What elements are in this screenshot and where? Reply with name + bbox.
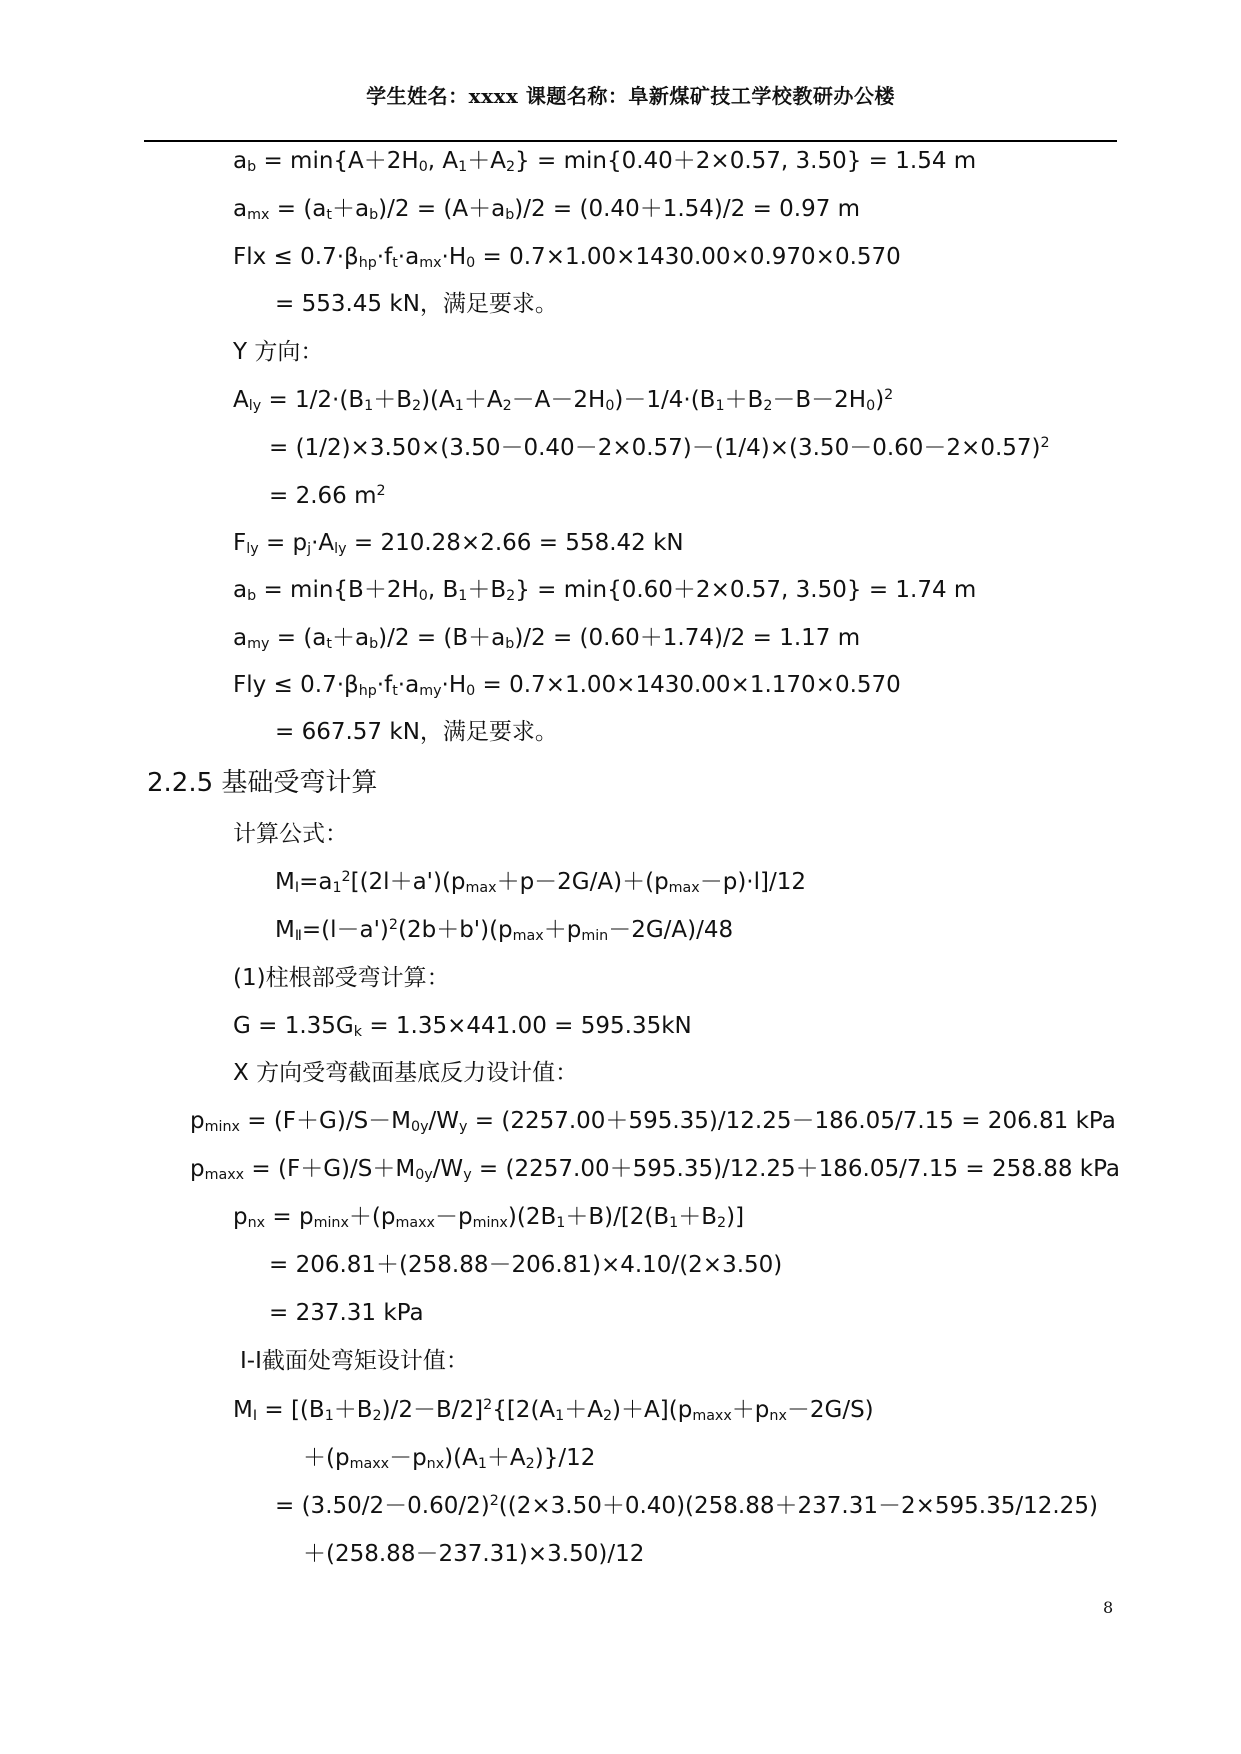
formula-line: $p_{minx} = (F+G)/S-M_{0y}/W_y = (2257.00+595.35)/12.25-186.05/7.15 = 206.81$ kPa: [190, 1108, 1116, 1136]
formula-line: $a_b = \min\{B+2H_0$, $B_1+B_2\} = \min\{0.60+2\times 0.57$, 3.50} = 1.74 m: [233, 577, 977, 605]
formula-line: $M_Ⅰ=a_1^2[(2l+a')(p_{max}+p-2G/A)+(p_{max}-p)\cdot l]/12$: [275, 869, 806, 897]
formula-line: Fly ≤ $0.7\cdot\beta_{hp}\cdot f_t\cdot a_{my}\cdot H_0 = 0.7\times 1.00\times 1430.00\times 1.170\times 0.570$: [233, 672, 901, 700]
section-heading: 2.2.5 基础受弯计算: [147, 768, 378, 798]
formula-line: $a_{my} = (a_t+a_b)/2 = (B+a_b)/2 = (0.60+1.74)/2 = 1.17$ m: [233, 625, 861, 653]
formula-line: Y 方向：: [233, 339, 324, 365]
formula-line: = 2.66 $m^2$: [269, 483, 386, 509]
formula-line: ＋(258.88－237.31)×3.50)/12: [303, 1541, 645, 1567]
formula-line: $p_{nx} = p_{minx}+(p_{maxx}-p_{minx})(2B_1+B)/[2(B_1+B_2)]$: [233, 1204, 745, 1232]
formula-line: $A_{ly} = 1/2\cdot(B_1+B_2)(A_1+A_2-A-2H_0)-1/4\cdot(B_1+B_2-B-2H_0)^2$: [233, 387, 894, 415]
formula-line: $M_Ⅱ=(l-a')^2(2b+b')(p_{max}+p_{min}-2G/A)/48$: [275, 917, 734, 945]
formula-line: = 206.81＋(258.88－206.81)×4.10/(2×3.50): [269, 1252, 783, 1278]
formula-line: $a_b = \min\{A+2H_0$, $A_1+A_2\} = \min\{0.40+2\times 0.57$, 3.50} = 1.54 m: [233, 148, 977, 176]
formula-line: 计算公式：: [233, 821, 348, 847]
page-number: 8: [1103, 1598, 1114, 1617]
header-divider: [144, 140, 1117, 142]
formula-line: Flx ≤ $0.7\cdot\beta_{hp}\cdot f_t\cdot a_{mx}\cdot H_0 = 0.7\times 1.00\times 1430.00\times 0.970\times 0.570$: [233, 244, 901, 272]
formula-line: (1)柱根部受弯计算：: [233, 965, 450, 991]
formula-line: = 667.57 kN，满足要求。: [275, 719, 558, 745]
formula-line: = 553.45 kN，满足要求。: [275, 291, 558, 317]
formula-line: Ⅰ-Ⅰ截面处弯矩设计值：: [240, 1348, 469, 1374]
formula-line: = $(3.50/2-0.60/2)^2((2\times 3.50+0.40)(258.88+237.31-2\times 595.35/12.25)$: [275, 1493, 1098, 1519]
formula-line: $M_Ⅰ = [(B_1+B_2)/2-B/2]^2\{[2(A_1+A_2)+A](p_{maxx}+p_{nx}-2G/S)$: [233, 1397, 874, 1425]
formula-line: $p_{maxx} = (F+G)/S+M_{0y}/W_y = (2257.00+595.35)/12.25+186.05/7.15 = 258.88$ kPa: [190, 1156, 1121, 1184]
formula-line: = 237.31 kPa: [269, 1300, 424, 1326]
formula-line: = $(1/2)\times 3.50\times(3.50-0.40-2\times 0.57)-(1/4)\times(3.50-0.60-2\times 0.57)^2$: [269, 435, 1050, 461]
formula-line: $+(p_{maxx}-p_{nx})(A_1+A_2)\}/12$: [303, 1445, 596, 1473]
formula-line: $F_{ly} = p_j\cdot A_{ly} = 210.28\times 2.66 = 558.42$ kN: [233, 530, 684, 558]
page-header: 学生姓名：xxxx 课题名称：阜新煤矿技工学校教研办公楼: [366, 84, 895, 108]
formula-line: X 方向受弯截面基底反力设计值：: [233, 1060, 579, 1086]
formula-line: $a_{mx} = (a_t+a_b)/2 = (A+a_b)/2 = (0.40+1.54)/2 = 0.97$ m: [233, 196, 861, 224]
formula-line: $G = 1.35G_k = 1.35\times 441.00 = 595.35kN$: [233, 1013, 692, 1041]
